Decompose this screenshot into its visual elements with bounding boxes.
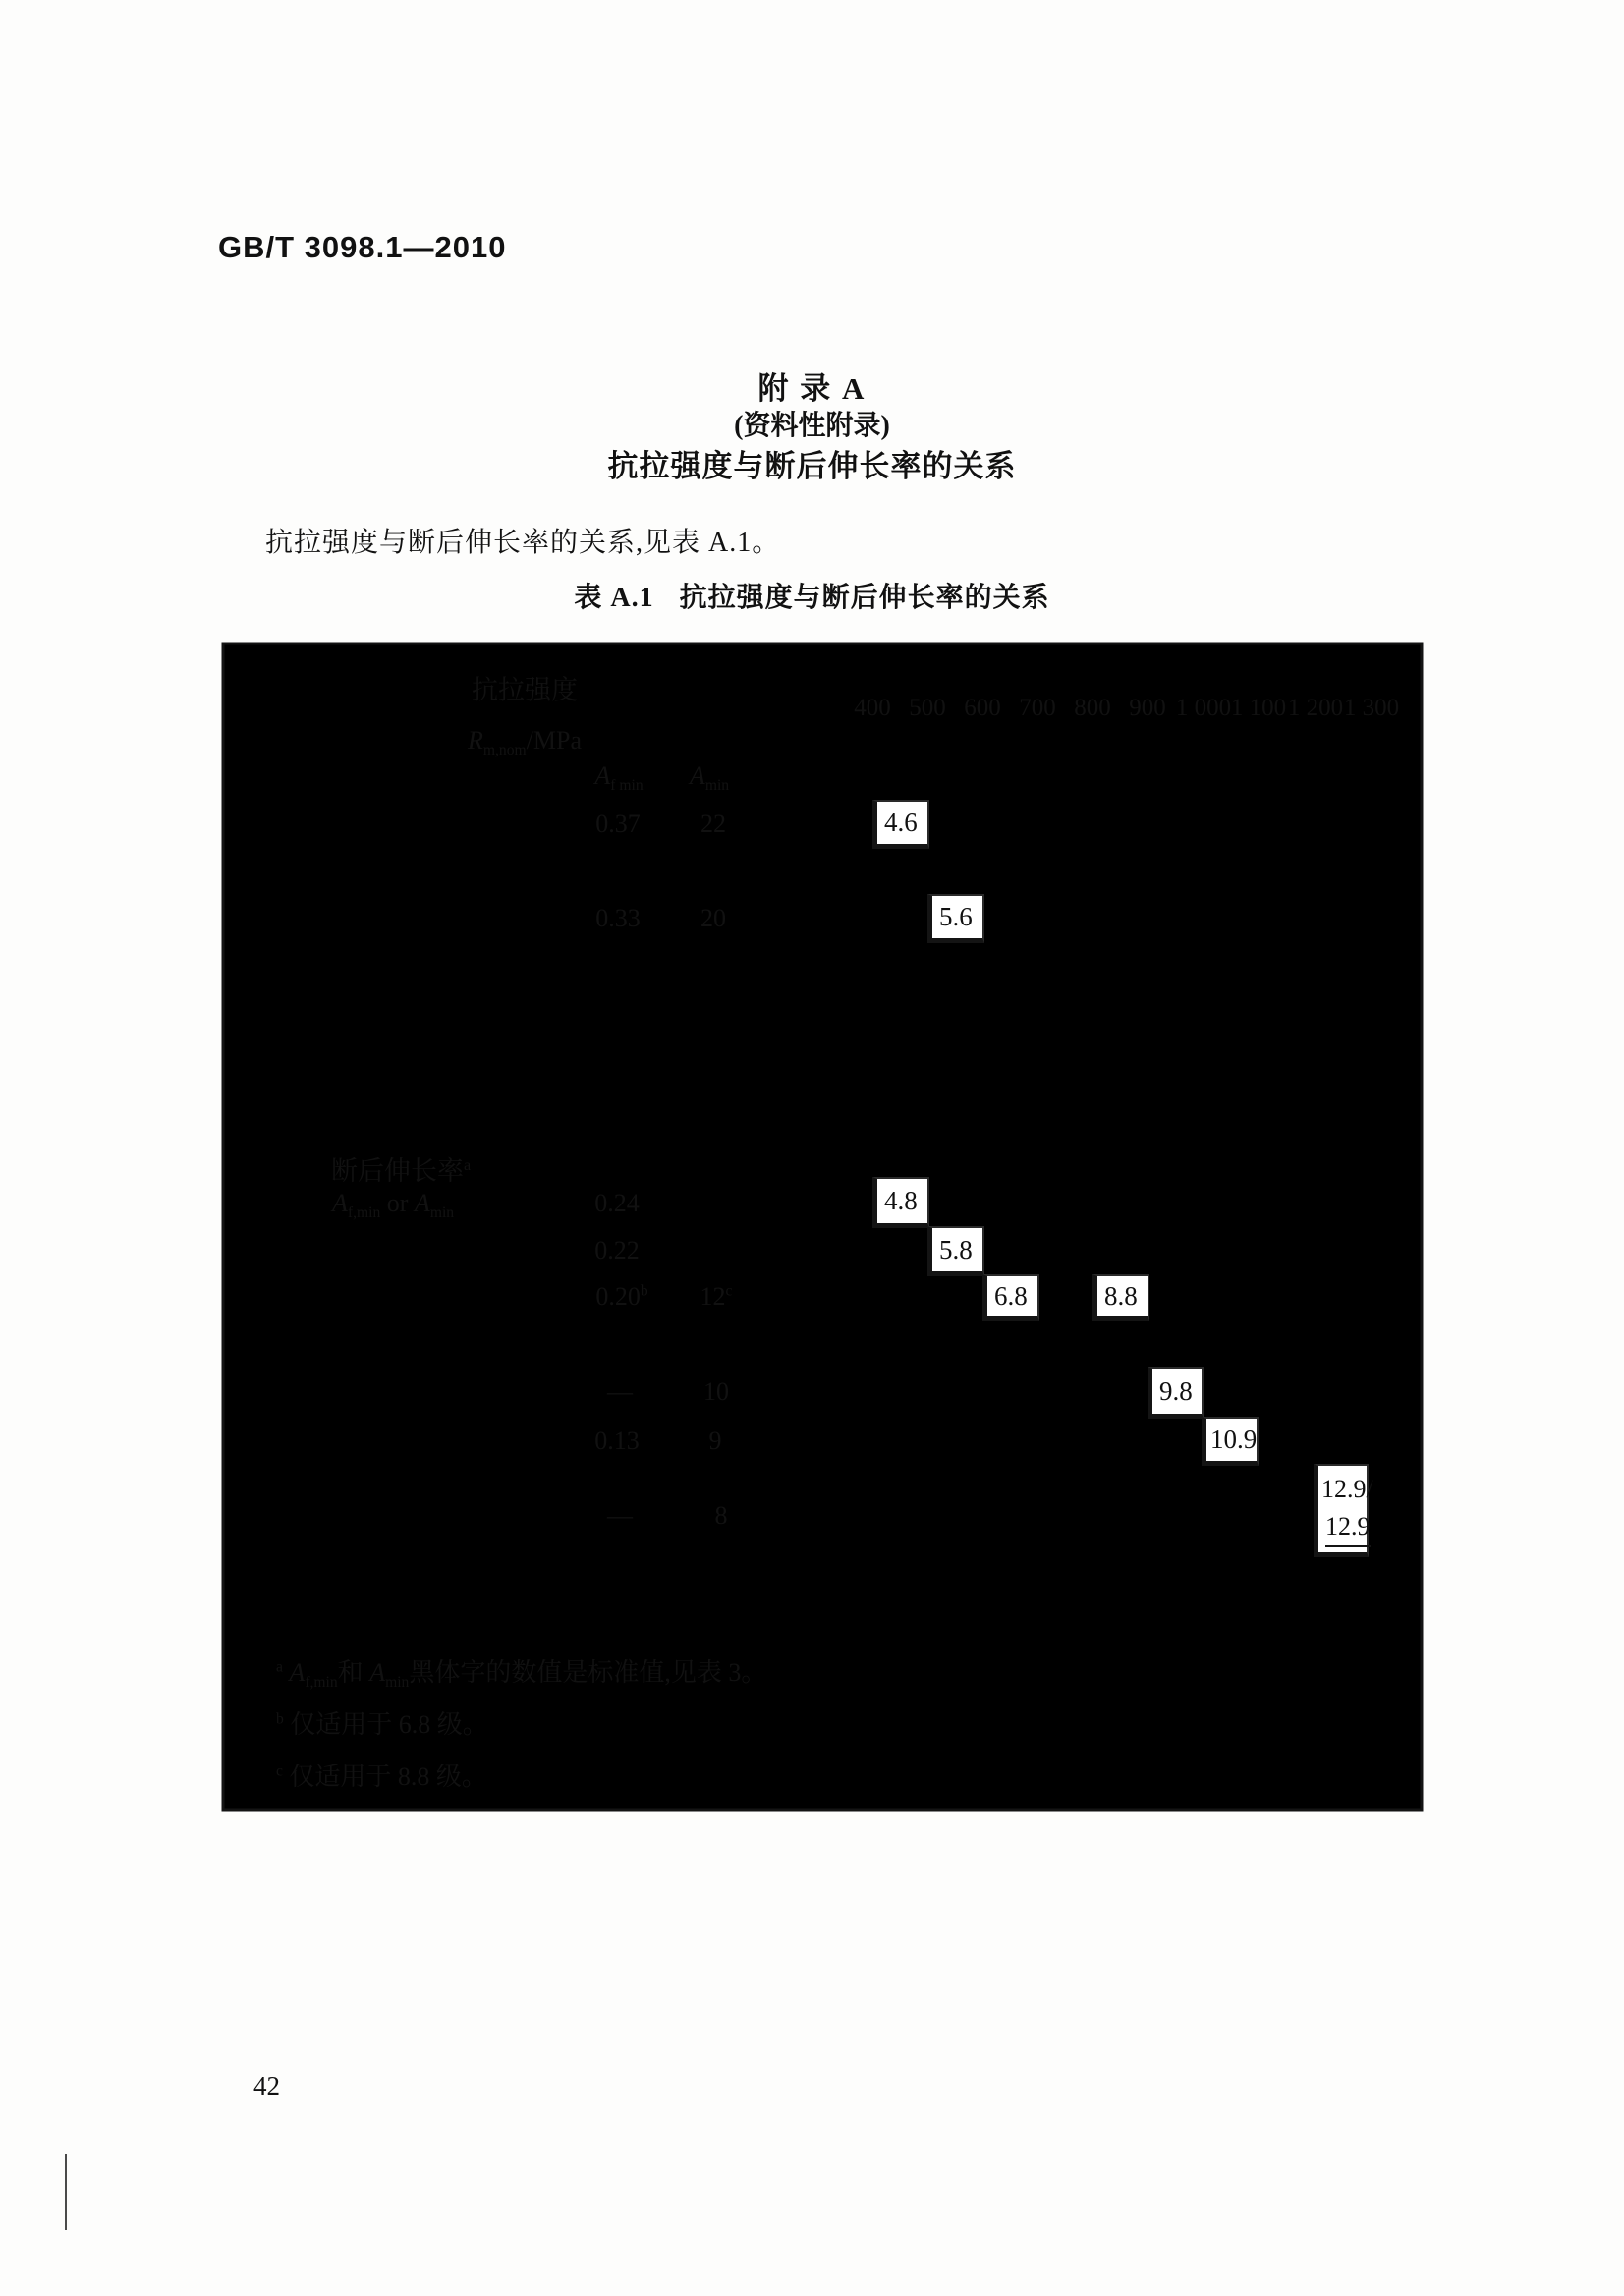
table-caption-title: 抗拉强度与断后伸长率的关系 (679, 583, 1050, 613)
tensile-strength-formula: $R_{m,nom}$/MPa (468, 725, 582, 759)
row-a-value: 8 (714, 1501, 728, 1530)
scale-label: 1 000 (1175, 695, 1232, 721)
footnote-b: $^b$ 仅适用于 6.8 级。 (276, 1710, 488, 1739)
row-a-value: 22 (700, 810, 726, 838)
scale-label: 600 (964, 695, 1001, 721)
table-caption-label: 表 A.1 (574, 583, 654, 613)
row-af-value: 0.22 (594, 1236, 640, 1264)
a-min-column-header: $A_{min}$ (689, 760, 730, 795)
tensile-strength-header: 抗拉强度 (472, 675, 578, 705)
class-box-9.8: 9.8 (1148, 1367, 1204, 1419)
row-af-value: 0.13 (594, 1427, 640, 1455)
scale-label: 700 (1019, 695, 1056, 721)
row-af-value: 0.20$^b$ (595, 1282, 648, 1311)
appendix-subtitle: (资料性附录) (734, 411, 890, 441)
intro-paragraph: 抗拉强度与断后伸长率的关系,见表 A.1。 (265, 528, 781, 558)
row-af-value: 0.24 (594, 1189, 640, 1217)
print-registration-mark (65, 2154, 67, 2230)
elongation-row-label: 断后伸长率$^a$ (331, 1156, 472, 1186)
row-a-value: 10 (703, 1377, 729, 1406)
class-box-10.9: 10.9 (1202, 1417, 1259, 1466)
scale-label: 900 (1129, 695, 1166, 721)
appendix-heading: 抗拉强度与断后伸长率的关系 (607, 449, 1017, 483)
class-box-4.6: 4.6 (872, 800, 929, 849)
class-box-6.8: 6.8 (982, 1274, 1039, 1321)
class-box-12.9: 12.9/ 12.9 (1314, 1464, 1369, 1557)
row-a-value: 20 (700, 904, 726, 932)
row-a-value: 12$^c$ (700, 1282, 733, 1311)
row-af-value: 0.37 (595, 810, 641, 838)
class-box-8.8: 8.8 (1092, 1274, 1149, 1321)
appendix-title: 附 录 A (757, 371, 867, 406)
scale-label: 1 200 (1287, 695, 1344, 721)
doc-number: GB/T 3098.1—2010 (218, 230, 507, 264)
scale-label: 1 300 (1343, 695, 1400, 721)
scale-label: 500 (909, 695, 946, 721)
footnote-c: $^c$ 仅适用于 8.8 级。 (276, 1763, 487, 1791)
row-af-value: — (607, 1377, 633, 1406)
class-box-5.6: 5.6 (927, 894, 984, 943)
row-af-value: — (607, 1501, 633, 1530)
elongation-row-sublabel: $A_{f,min}$ or $A_{min}$ (332, 1189, 455, 1222)
scale-label: 400 (854, 695, 891, 721)
af-min-column-header: $A_{f min}$ (594, 760, 644, 795)
class-box-5.8: 5.8 (927, 1226, 984, 1276)
row-af-value: 0.33 (595, 904, 641, 932)
class-box-4.8: 4.8 (872, 1177, 929, 1228)
footnote-a: $^a$ $A_{f,min}$和 $A_{min}$黑体字的数值是标准值,见表 3。 (276, 1658, 767, 1692)
page-number: 42 (253, 2071, 280, 2100)
scale-label: 800 (1074, 695, 1111, 721)
row-a-value: 9 (708, 1427, 722, 1455)
scale-label: 1 100 (1230, 695, 1287, 721)
